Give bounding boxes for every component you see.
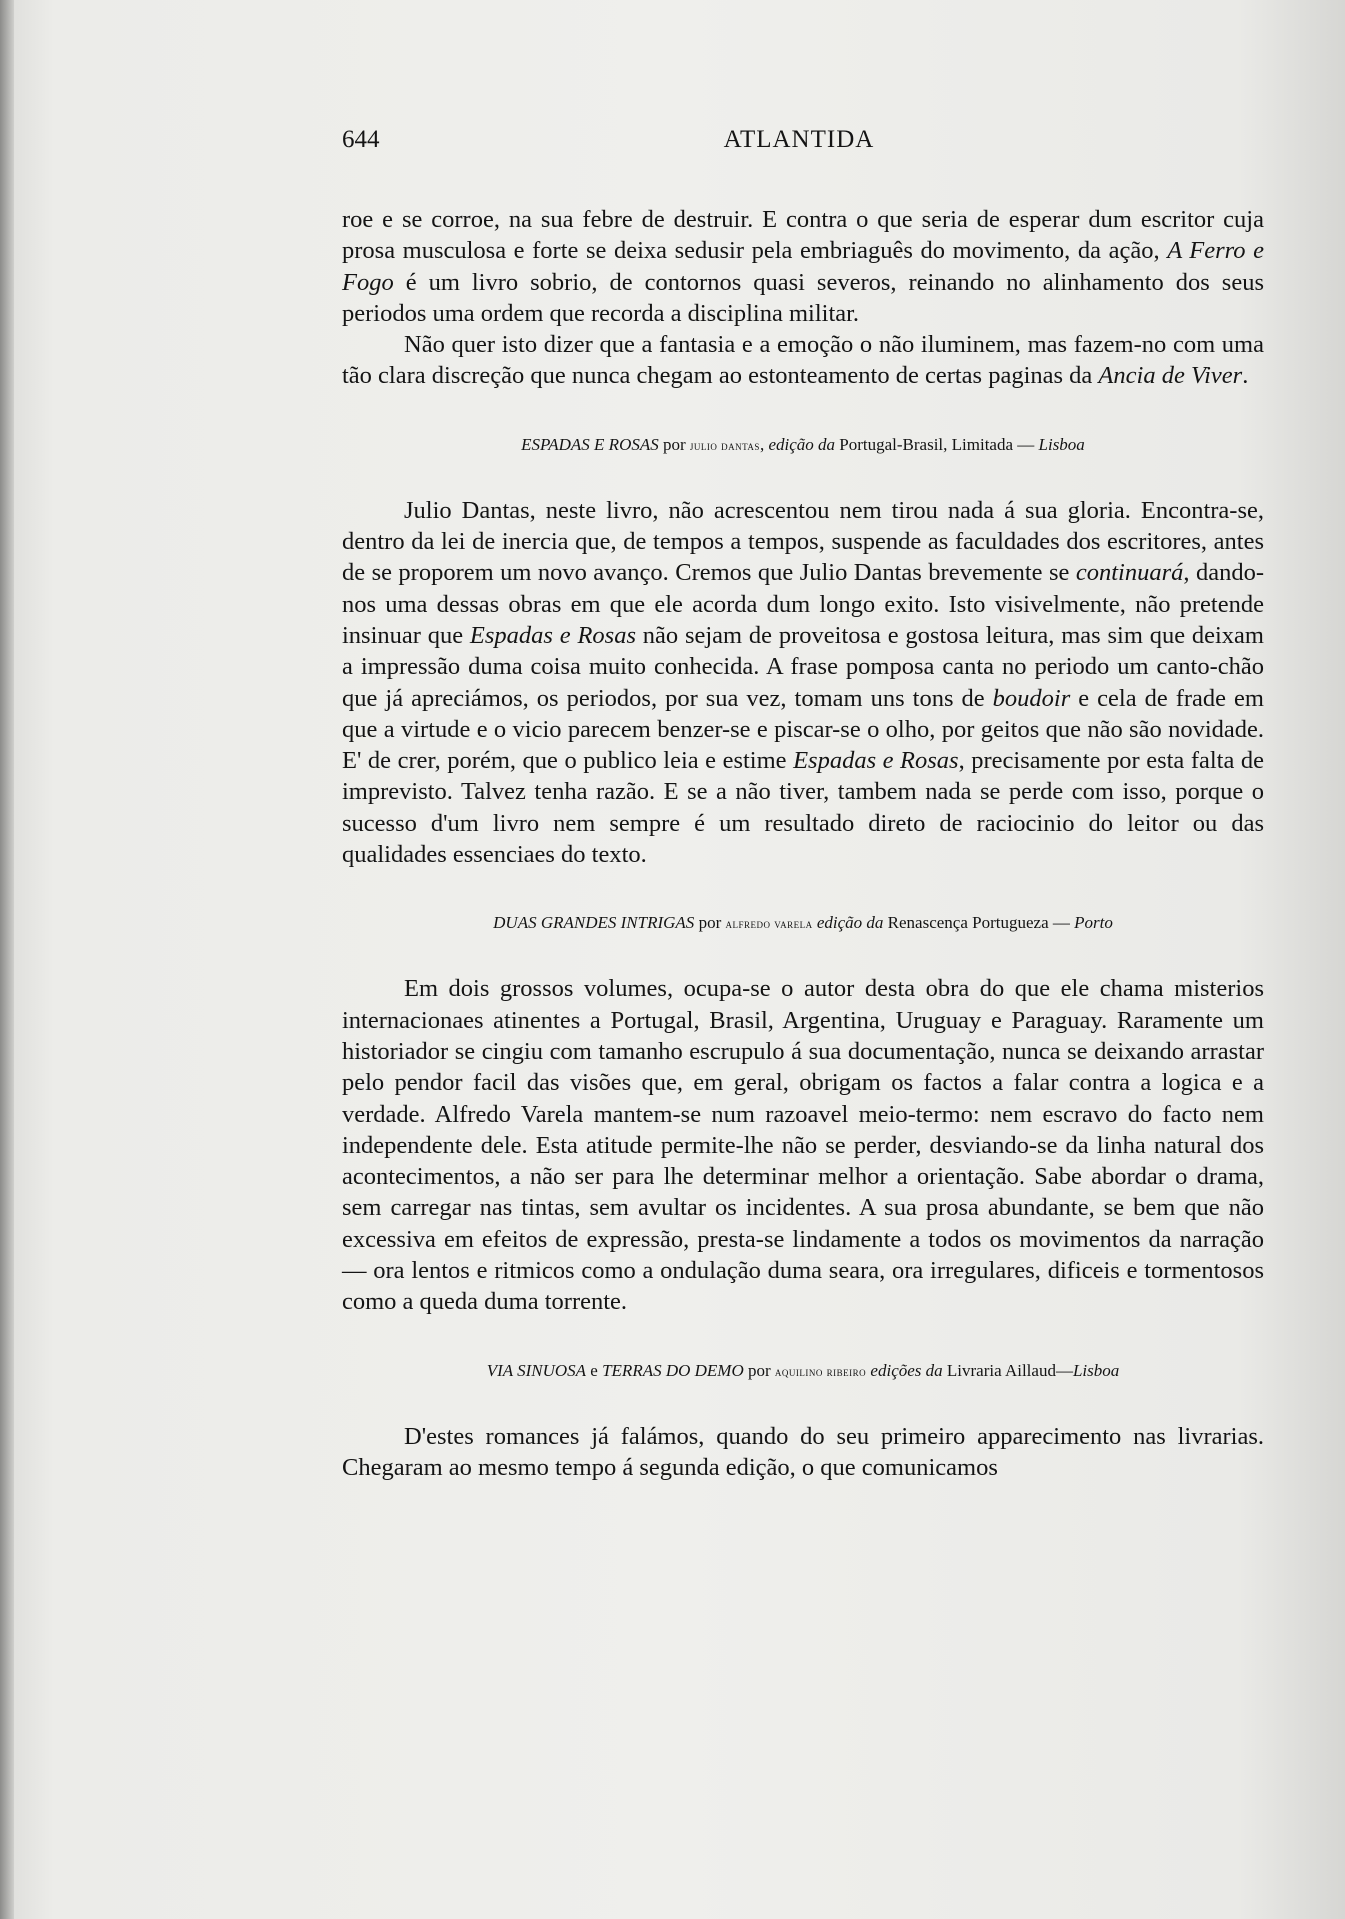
review-heading-via-sinuosa [342, 1360, 1264, 1383]
heading-run: edição da [816, 913, 884, 933]
page-binding-shadow [0, 0, 14, 1919]
text-run: e cela de frade em que a virtude e o vicio parecem benzer-se e piscar-se o olho, por geitos que não são novidade. E' de crer, porém, que o publico leia e estime [342, 684, 1264, 775]
text-run: não sejam de proveitosa e gostosa leitura, mas sim que deixam a impressão duma coisa muito conhecida. A frase pomposa canta no periodo um canto-chão que já apreciámos, os periodos, por sua vez, tomam uns tons de [342, 621, 1264, 712]
heading-run: Renascença Portugueza — [883, 913, 1075, 933]
text-run: , dando-nos uma dessas obras em que ele acorda dum longo exito. Isto visivelmente, não pretende insinuar que [342, 559, 1264, 649]
article-body [342, 204, 1264, 1483]
heading-run: , [759, 434, 769, 454]
heading-run: Lisboa [1072, 1360, 1120, 1380]
review-heading-espadas-e-rosas [342, 434, 1264, 457]
body-paragraph [342, 329, 1264, 392]
heading-run: Lisboa [1038, 434, 1085, 454]
italic-title: Ancia de Viver [1098, 362, 1243, 390]
heading-run: VIA SINUOSA [486, 1360, 587, 1380]
heading-run: edições da [870, 1360, 943, 1380]
review-paragraph [342, 495, 1264, 871]
review-heading-duas-grandes-intrigas [342, 912, 1264, 935]
heading-run: Porto [1074, 913, 1113, 933]
italic-title: Espadas e Rosas [793, 747, 959, 775]
page-header [342, 126, 1256, 166]
page-number: 644 [342, 126, 380, 153]
text-run: Em dois grossos volumes, ocupa-se o autor desta obra do que ele chama misterios internacionaes atinentes a Portugal, Brasil, Argentina, Uruguay e Paraguay. Raramente um historiador se cingiu com tamanho escrupulo á sua documentação, nunca se deixando arrastar pelo pendor facil das visões que, em geral, obrigam os factos a falar contra a logica e a verdade. Alfredo Varela mantem-se num razoavel meio-termo: nem escravo do facto nem independente dele. Esta atitude permite-lhe não se perder, desviando-se da linha natural dos acontecimentos, a não ser para lhe determinar melhor a orientação. Sabe abordar o drama, sem carregar nas tintas, sem avultar os incidentes. A sua prosa abundante, se bem que não excessiva em efeitos de expressão, presta-se lindamente a todos os movimentos da narração — ora lentos e ritmicos como a ondulação duma seara, ora irregulares, dificeis e tormentosos como a queda duma torrente. [342, 975, 1264, 1316]
text-run: Não quer isto dizer que a fantasia e a emoção o não iluminem, mas fazem-no com uma tão clara discreção que nunca chegam ao estonteamento de certas paginas da [342, 331, 1264, 390]
italic-title: Espadas e Rosas [469, 621, 636, 649]
review-paragraph [342, 973, 1264, 1317]
running-title: ATLANTIDA [723, 126, 875, 153]
text-run: roe e se corroe, na sua febre de destruir. E contra o que seria de esperar dum escritor cuja prosa musculosa e forte se deixa sedusir pela embriaguês do movimento, da ação, [342, 206, 1264, 265]
heading-run: TERRAS DO DEMO [602, 1360, 744, 1380]
italic-title: A Ferro e Fogo [342, 237, 1265, 296]
heading-run: DUAS GRANDES INTRIGAS [493, 913, 695, 933]
heading-run: edição da [768, 434, 836, 454]
heading-run: por [658, 434, 690, 454]
italic-title: continuará [1075, 559, 1184, 587]
text-run: , precisamente por esta falta de imprevisto. Talvez tenha razão. E se a não tiver, tambem nada se perde com isso, porque o sucesso d'um livro nem sempre é um resultado direto de raciocinio do leitor ou das qualidades essenciaes do texto. [342, 747, 1264, 869]
heading-run: por [743, 1360, 775, 1380]
heading-run: aquilino ribeiro [774, 1363, 867, 1379]
italic-title: boudoir [992, 684, 1071, 712]
review-paragraph [342, 1421, 1264, 1484]
heading-run: Portugal-Brasil, Limitada — [835, 434, 1039, 454]
heading-run: ESPADAS E ROSAS [521, 434, 659, 454]
text-run: Julio Dantas, neste livro, não acrescentou nem tirou nada á sua gloria. Encontra-se, dentro da lei de inercia que, de tempos a tempos, suspende as faculdades dos escritores, antes de se proporem um novo avanço. Cremos que Julio Dantas brevemente se [342, 496, 1264, 587]
heading-run: e [586, 1360, 603, 1380]
text-run: . [1242, 362, 1249, 390]
body-paragraph [342, 204, 1264, 329]
heading-run: por [694, 913, 726, 933]
text-run: D'estes romances já falámos, quando do seu primeiro apparecimento nas livrarias. Chegaram ao mesmo tempo á segunda edição, o que comunicamos [342, 1422, 1264, 1481]
heading-run: alfredo varela [725, 916, 813, 932]
heading-run: Livraria Aillaud— [942, 1360, 1073, 1380]
heading-run: julio dantas [689, 437, 760, 453]
text-run: é um livro sobrio, de contornos quasi severos, reinando no alinhamento dos seus periodos uma ordem que recorda a disciplina militar. [342, 268, 1264, 327]
